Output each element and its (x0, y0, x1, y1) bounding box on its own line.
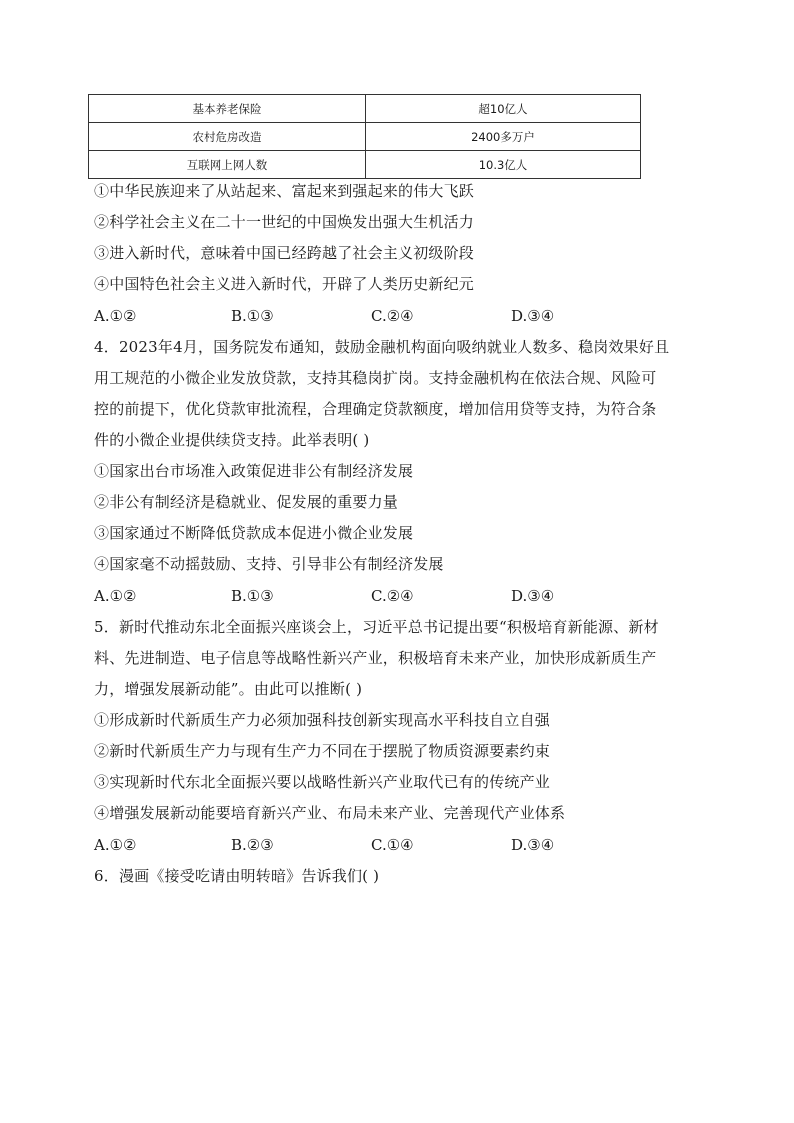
option-c[interactable]: C.②④ (371, 587, 414, 605)
q3-statement-2: ②科学社会主义在二十一世纪的中国焕发出强大生机活力 (94, 213, 475, 231)
table-cell: 超10亿人 (366, 95, 641, 123)
q3-statement-3: ③进入新时代，意味着中国已经跨越了社会主义初级阶段 (94, 244, 475, 262)
option-d[interactable]: D.③④ (511, 307, 555, 325)
q3-options (94, 306, 574, 326)
table-cell: 农村危房改造 (89, 123, 366, 151)
q5-stem-line: 料、先进制造、电子信息等战略性新兴产业，积极培育未来产业，加快形成新质生产 (94, 649, 657, 667)
option-a[interactable]: A.①② (94, 587, 137, 605)
q4-options (94, 586, 574, 606)
table-cell: 基本养老保险 (89, 95, 366, 123)
q4-stem-line: 控的前提下，优化贷款审批流程，合理确定贷款额度，增加信用贷等支持，为符合条 (94, 400, 657, 418)
q5-statement-4: ④增强发展新动能要培育新兴产业、布局未来产业、完善现代产业体系 (94, 804, 566, 822)
q4-stem-line: 件的小微企业提供续贷支持。此举表明( ) (94, 431, 370, 449)
q4-stem-line: 用工规范的小微企业发放贷款，支持其稳岗扩岗。支持金融机构在依法合规、风险可 (94, 369, 657, 387)
option-d[interactable]: D.③④ (511, 587, 555, 605)
option-b[interactable]: B.①③ (231, 587, 274, 605)
q4-statement-1: ①国家出台市场准入政策促进非公有制经济发展 (94, 462, 414, 480)
table-row (89, 95, 641, 123)
table-row (89, 123, 641, 151)
q5-stem-line: 力，增强发展新动能”。由此可以推断( ) (94, 680, 363, 698)
q5-stem-line: 5．新时代推动东北全面振兴座谈会上，习近平总书记提出要“积极培育新能源、新材 (94, 618, 659, 636)
q5-statement-3: ③实现新时代东北全面振兴要以战略性新兴产业取代已有的传统产业 (94, 773, 551, 791)
option-b[interactable]: B.②③ (231, 836, 274, 854)
table-row (89, 151, 641, 179)
q3-statement-4: ④中国特色社会主义进入新时代，开辟了人类历史新纪元 (94, 275, 475, 293)
option-a[interactable]: A.①② (94, 836, 137, 854)
option-c[interactable]: C.②④ (371, 307, 414, 325)
q4-statement-3: ③国家通过不断降低贷款成本促进小微企业发展 (94, 524, 414, 542)
q4-statement-2: ②非公有制经济是稳就业、促发展的重要力量 (94, 493, 399, 511)
table-cell: 2400多万户 (366, 123, 641, 151)
statistics-table (88, 94, 641, 179)
option-a[interactable]: A.①② (94, 307, 137, 325)
q6-stem: 6．漫画《接受吃请由明转暗》告诉我们( ) (94, 867, 380, 885)
q4-statement-4: ④国家毫不动摇鼓励、支持、引导非公有制经济发展 (94, 555, 444, 573)
q4-stem-line: 4．2023年4月，国务院发布通知，鼓励金融机构面向吸纳就业人数多、稳岗效果好且 (94, 338, 670, 356)
option-b[interactable]: B.①③ (231, 307, 274, 325)
q5-statement-1: ①形成新时代新质生产力必须加强科技创新实现高水平科技自立自强 (94, 711, 551, 729)
table-cell: 10.3亿人 (366, 151, 641, 179)
option-c[interactable]: C.①④ (371, 836, 414, 854)
q5-statement-2: ②新时代新质生产力与现有生产力不同在于摆脱了物质资源要素约束 (94, 742, 551, 760)
table-cell: 互联网上网人数 (89, 151, 366, 179)
q5-options (94, 835, 574, 855)
option-d[interactable]: D.③④ (511, 836, 555, 854)
q3-statement-1: ①中华民族迎来了从站起来、富起来到强起来的伟大飞跃 (94, 182, 475, 200)
